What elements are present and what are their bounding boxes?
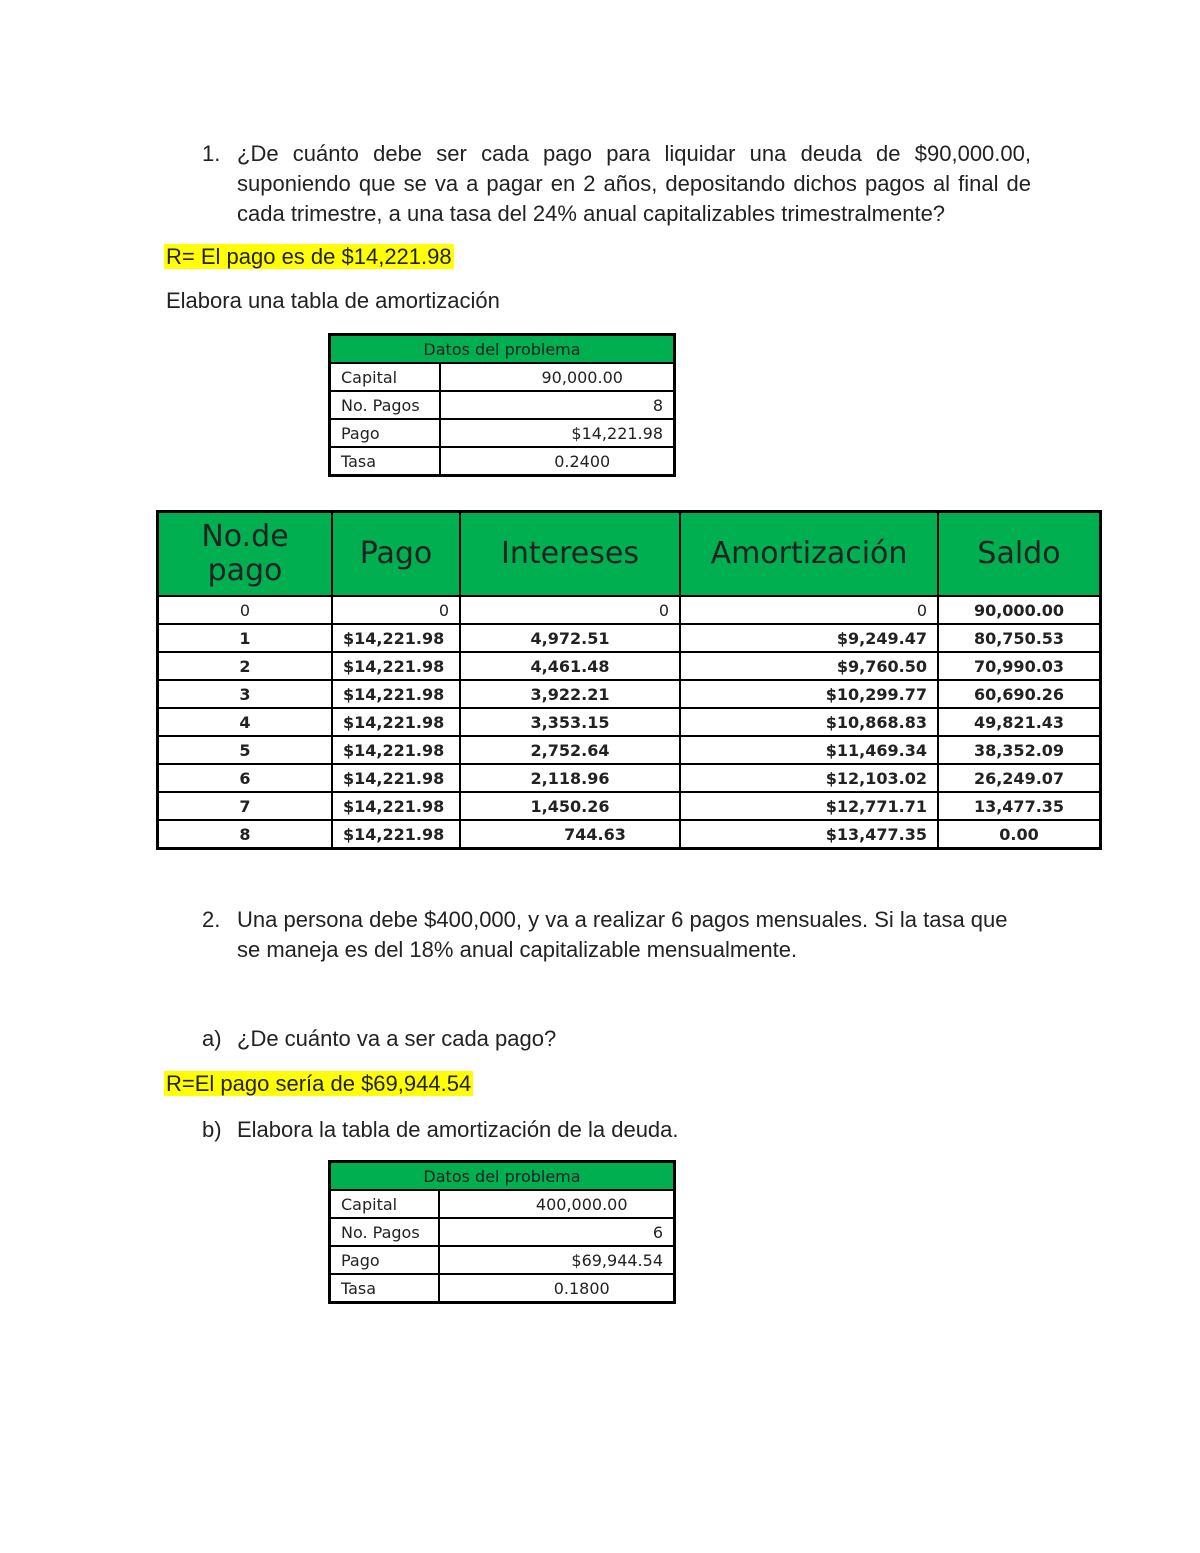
cell-amortizacion: $12,771.71 [680,792,938,820]
datos-label: Tasa [330,1274,440,1303]
cell-saldo: 90,000.00 [938,596,1101,624]
cell-saldo: 13,477.35 [938,792,1101,820]
cell-pago: $14,221.98 [332,624,460,652]
cell-amortizacion: $12,103.02 [680,764,938,792]
cell-saldo: 38,352.09 [938,736,1101,764]
answer-2-highlight: R=El pago sería de $69,944.54 [166,1071,472,1096]
instruction-1: Elabora una tabla de amortización [166,288,500,313]
subquestion-a-marker: a) [202,1026,222,1051]
cell-intereses: 2,752.64 [460,736,680,764]
question-2-number: 2. [202,907,221,932]
subquestion-a-text: ¿De cuánto va a ser cada pago? [237,1026,557,1051]
table-row [330,1246,675,1274]
cell-pago: $14,221.98 [332,792,460,820]
subquestion-b-marker: b) [202,1117,222,1142]
cell-no: 4 [158,708,333,736]
datos-title: Datos del problema [330,1162,675,1191]
cell-pago: $14,221.98 [332,652,460,680]
cell-pago: $14,221.98 [332,708,460,736]
table-row [330,363,675,391]
table-row [330,447,675,476]
datos-label: Tasa [330,447,441,476]
amortization-table [156,510,1102,850]
table-row [158,680,1101,708]
cell-amortizacion: $9,249.47 [680,624,938,652]
cell-intereses: 4,972.51 [460,624,680,652]
datos-value: $14,221.98 [440,419,674,447]
cell-amortizacion: 0 [680,596,938,624]
cell-no: 6 [158,764,333,792]
cell-pago: $14,221.98 [332,736,460,764]
col-header-saldo: Saldo [938,512,1101,597]
cell-intereses: 1,450.26 [460,792,680,820]
cell-amortizacion: $13,477.35 [680,820,938,849]
table-row [330,1218,675,1246]
cell-no: 0 [158,596,333,624]
datos-label: Pago [330,419,441,447]
cell-no: 8 [158,820,333,849]
cell-saldo: 26,249.07 [938,764,1101,792]
cell-saldo: 60,690.26 [938,680,1101,708]
datos-label: Pago [330,1246,440,1274]
cell-intereses: 744.63 [460,820,680,849]
datos-title: Datos del problema [330,335,675,364]
table-row [330,1190,675,1218]
question-2-text: Una persona debe $400,000, y va a realizar 6 pagos mensuales. Si la tasa que se maneja es del 18% anual capitalizable mensualmente. [237,907,1008,962]
question-1-text: ¿De cuánto debe ser cada pago para liquidar una deuda de $90,000.00, suponiendo que se va a pagar en 2 años, depositando dichos pagos al final de cada trimestre, a una tasa del 24% anual capitalizables trimestralmente? [237,141,1031,226]
table-row [158,596,1101,624]
cell-no: 5 [158,736,333,764]
datos-value: 6 [439,1218,674,1246]
cell-saldo: 70,990.03 [938,652,1101,680]
table-row [330,1274,675,1303]
table-row [158,624,1101,652]
cell-intereses: 2,118.96 [460,764,680,792]
table-row [330,391,675,419]
cell-intereses: 0 [460,596,680,624]
subquestion-b-text: Elabora la tabla de amortización de la deuda. [237,1117,679,1142]
cell-no: 7 [158,792,333,820]
datos-label: No. Pagos [330,391,441,419]
datos-value: 400,000.00 [439,1190,674,1218]
table-row [158,708,1101,736]
cell-no: 1 [158,624,333,652]
col-header-no-pago: No.de pago [158,512,333,597]
datos-label: Capital [330,363,441,391]
cell-pago: $14,221.98 [332,764,460,792]
answer-1-highlight: R= El pago es de $14,221.98 [166,244,452,269]
cell-intereses: 3,353.15 [460,708,680,736]
datos-table-2 [328,1160,676,1304]
cell-pago: $14,221.98 [332,680,460,708]
datos-value: 8 [440,391,674,419]
col-header-pago: Pago [332,512,460,597]
table-row [158,792,1101,820]
cell-no: 2 [158,652,333,680]
cell-intereses: 4,461.48 [460,652,680,680]
datos-label: No. Pagos [330,1218,440,1246]
cell-pago: $14,221.98 [332,820,460,849]
table-row [158,736,1101,764]
cell-amortizacion: $10,299.77 [680,680,938,708]
cell-amortizacion: $11,469.34 [680,736,938,764]
table-row [158,764,1101,792]
cell-amortizacion: $9,760.50 [680,652,938,680]
cell-amortizacion: $10,868.83 [680,708,938,736]
datos-label: Capital [330,1190,440,1218]
cell-saldo: 80,750.53 [938,624,1101,652]
col-header-intereses: Intereses [460,512,680,597]
datos-value: 90,000.00 [440,363,674,391]
answer-1 [164,242,454,272]
datos-value: 0.1800 [439,1274,674,1303]
cell-pago: 0 [332,596,460,624]
cell-saldo: 49,821.43 [938,708,1101,736]
datos-value: 0.2400 [440,447,674,476]
table-row [158,820,1101,849]
col-header-amortizacion: Amortización [680,512,938,597]
datos-table-1 [328,333,676,477]
answer-2 [164,1069,473,1099]
table-row [158,652,1101,680]
cell-no: 3 [158,680,333,708]
table-header-row [158,512,1101,597]
cell-saldo: 0.00 [938,820,1101,849]
table-row [330,419,675,447]
datos-value: $69,944.54 [439,1246,674,1274]
cell-intereses: 3,922.21 [460,680,680,708]
question-1-number: 1. [202,141,221,166]
